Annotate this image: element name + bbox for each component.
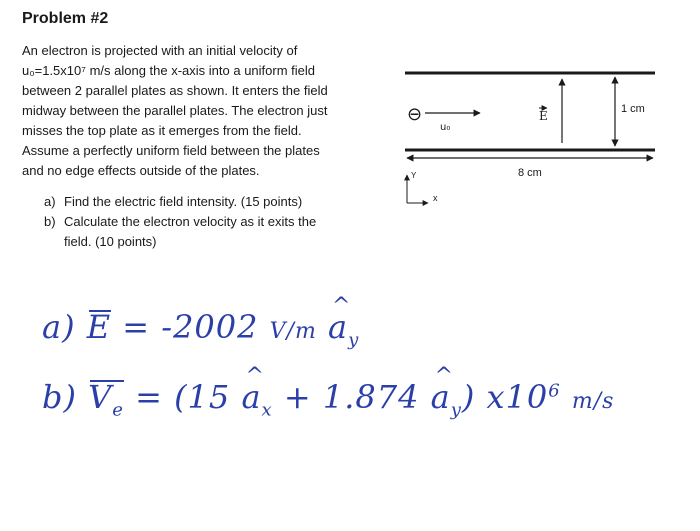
answer-a-prefix: a): [42, 308, 76, 346]
y-axis-label: Y: [411, 171, 417, 180]
answer-b-x-dir: a: [241, 378, 262, 416]
question-parts: [44, 192, 316, 252]
question-part-b: [44, 212, 316, 252]
problem-line: misses the top plate as it emerges from the field.: [22, 123, 302, 138]
part-text: field. (10 points): [64, 234, 157, 249]
problem-line: An electron is projected with an initial velocity of: [22, 43, 298, 58]
handwritten-answer-b: [42, 378, 614, 420]
answer-b-x-sub: x: [261, 399, 273, 421]
problem-line: Assume a perfectly uniform field between the plates: [22, 143, 320, 158]
answer-b-sym: V: [88, 378, 113, 416]
handwritten-answer-a: [42, 308, 359, 350]
answer-b-mult: x10: [486, 378, 549, 416]
answer-b-unit: m/s: [571, 389, 615, 414]
answer-b-y-dir: a: [430, 378, 451, 416]
answer-b-equals: =: [135, 378, 163, 416]
answer-a-equals: =: [122, 308, 151, 346]
answer-b-y-sub: y: [450, 399, 462, 421]
answer-a-symbol: E: [86, 308, 112, 346]
problem-line: midway between the parallel plates. The electron just: [22, 103, 328, 118]
problem-line: and no edge effects outside of the plates.: [22, 163, 260, 178]
problem-statement: [22, 41, 367, 181]
part-text: Calculate the electron velocity as it exits the: [64, 214, 317, 229]
answer-a-direction: [328, 308, 359, 350]
x-axis-label: x: [433, 193, 438, 203]
answer-a-unit: V/m: [269, 319, 317, 344]
part-label: a): [44, 194, 56, 209]
answer-b-close: ): [461, 378, 476, 416]
length-label: 8 cm: [518, 167, 542, 179]
part-text: Find the electric field intensity. (15 points): [64, 194, 303, 209]
question-part-a: [44, 192, 316, 212]
answer-b-x-direction: [241, 378, 272, 420]
answer-a-value: -2002: [161, 308, 259, 346]
velocity-label: u₀: [440, 122, 451, 133]
electron-icon: ⊖: [407, 104, 423, 125]
answer-a-dir-sub: y: [348, 329, 360, 351]
answer-a-dir: a: [328, 308, 349, 346]
problem-title: Problem #2: [22, 10, 109, 27]
answer-b-y-direction: [431, 378, 462, 420]
problem-line: u₀=1.5x10⁷ m/s along the x-axis into a uniform field: [22, 63, 316, 78]
answer-b-exp: 6: [548, 380, 561, 402]
part-label: b): [44, 214, 56, 229]
parallel-plates-diagram: [380, 55, 680, 215]
answer-b-y-value: 1.874: [322, 378, 420, 416]
answer-b-open: (: [174, 378, 188, 416]
field-label: E: [539, 109, 548, 123]
gap-label: 1 cm: [621, 103, 645, 115]
answer-b-plus: +: [283, 378, 312, 416]
answer-b-prefix: b): [42, 378, 77, 416]
answer-b-sym-sub: e: [112, 399, 124, 421]
answer-b-symbol: [88, 378, 124, 420]
answer-b-x-value: 15: [187, 378, 231, 416]
problem-line: between 2 parallel plates as shown. It enters the field: [22, 83, 328, 98]
